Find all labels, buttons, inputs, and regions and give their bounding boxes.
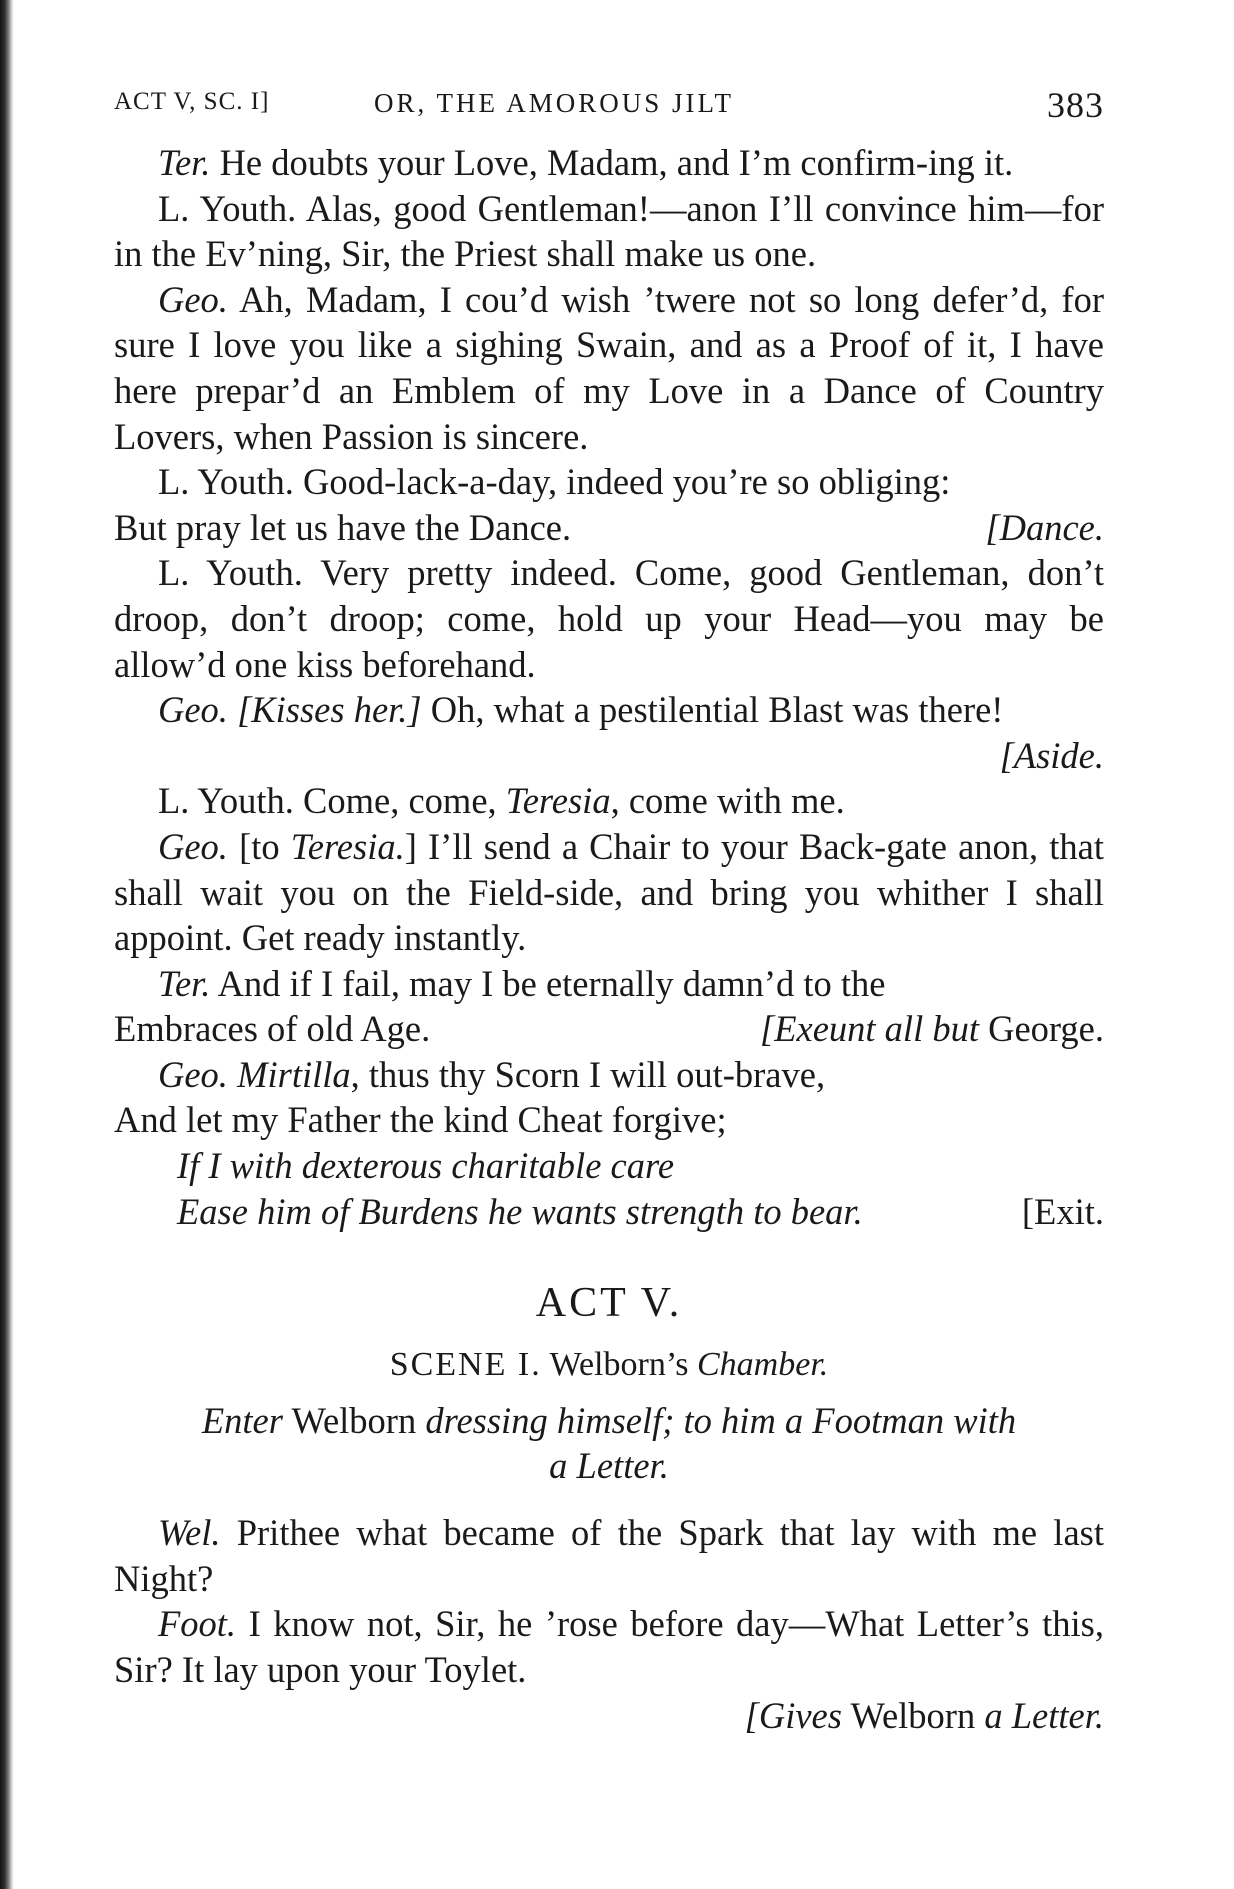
- act-heading: ACT V.: [535, 1280, 683, 1327]
- speaker-name: Ter.: [158, 962, 211, 1004]
- scene-location-name: Welborn’s: [549, 1346, 689, 1384]
- verse-text: If I with dexterous charitable care: [177, 1145, 675, 1187]
- speech-text: Good-lack-a-day, indeed you’re so obliging:: [303, 461, 951, 503]
- speech-line: [114, 505, 1104, 551]
- speech-text: Prithee what became of the Spark that lay with me last Night?: [114, 1512, 1104, 1599]
- enter-word: Enter: [201, 1400, 283, 1442]
- character-name: Teresia: [505, 780, 611, 822]
- stage-direction-line: [114, 733, 1104, 779]
- book-page: [114, 84, 1104, 1738]
- speech: [114, 778, 1104, 824]
- stage-direction: [Aside.: [999, 734, 1104, 776]
- speech: [114, 824, 1104, 961]
- verse-line: [114, 1052, 1104, 1098]
- speaker-name: L. Youth.: [158, 187, 297, 229]
- speech-text: Ah, Madam, I cou’d wish ’twere not so long defer’d, for sure I love you like a sighing Swain, and as a Proof of it, I have here prepar’d an Emblem of my Love in a Dance of Country Lovers, when Passion is sincere.: [114, 278, 1104, 457]
- scene-location: Chamber.: [697, 1346, 829, 1384]
- stage-text: a Letter.: [549, 1445, 669, 1487]
- speech-text: Come, come,: [303, 780, 497, 822]
- speaker-name: Geo.: [158, 825, 228, 867]
- verse-line: [114, 1189, 1104, 1235]
- speech: [114, 140, 1104, 186]
- running-header: [114, 84, 1104, 140]
- verse-line: [114, 1143, 1104, 1189]
- speech-text: Embraces of old Age.: [114, 1008, 431, 1050]
- stage-direction: [Gives: [744, 1694, 842, 1736]
- scene-heading: [114, 1338, 1104, 1392]
- character-name: Mirtilla: [237, 1053, 351, 1095]
- speech: [114, 687, 1104, 733]
- stage-text: dressing himself; to him a Footman with: [425, 1400, 1017, 1442]
- character-name: Welborn: [850, 1694, 976, 1736]
- speech: [114, 459, 1104, 505]
- stage-direction: [Exeunt all but George.: [760, 1008, 1104, 1050]
- scene-label: SCENE I.: [389, 1346, 542, 1384]
- header-act-scene: ACT V, SC. I]: [114, 88, 270, 115]
- speaker-name: Geo.: [158, 689, 228, 731]
- speaker-name: Geo.: [158, 278, 228, 320]
- speech: [114, 550, 1104, 687]
- verse-text: And let my Father the kind Cheat forgive;: [114, 1099, 727, 1141]
- character-name: Welborn: [291, 1400, 417, 1442]
- speech: [114, 1510, 1104, 1601]
- speech-text: But pray let us have the Dance.: [114, 506, 572, 548]
- speech-text: I’ll send a Chair to your Back-gate anon, that shall wait you on the Field-side, and bring you whither I shall appoint. Get ready instantly.: [114, 825, 1105, 959]
- stage-direction: [Dance.: [985, 506, 1104, 548]
- verse-line: [114, 1097, 1104, 1143]
- speaker-name: Ter.: [158, 142, 211, 183]
- page-number: 383: [1047, 85, 1104, 125]
- direction-bracket: ]: [404, 825, 417, 867]
- speech: [114, 186, 1104, 277]
- play-text: [114, 140, 1104, 1738]
- verse-text: , thus thy Scorn I will out-brave,: [350, 1053, 826, 1095]
- speaker-name: L. Youth.: [158, 461, 294, 503]
- stage-direction-block: [114, 1398, 1104, 1488]
- speech-text: And if I fail, may I be eternally damn’d to the: [217, 962, 886, 1004]
- speech-text: He doubts your Love, Madam, and I’m confirm-ing it.: [219, 142, 1014, 183]
- speech: [114, 961, 1104, 1007]
- speaker-name: Geo.: [158, 1053, 228, 1095]
- stage-direction: [Exit.: [1021, 1190, 1104, 1232]
- spacer: [114, 1488, 1104, 1510]
- character-name: Teresia.: [290, 825, 405, 867]
- speech-text: Oh, what a pestilential Blast was there!: [430, 689, 1004, 731]
- speech: [114, 277, 1104, 459]
- direction-bracket: [to: [239, 825, 280, 867]
- speech-text: Very pretty indeed. Come, good Gentleman, don’t droop, don’t droop; come, hold up your Head—you may be allow’d one kiss beforehand.: [114, 552, 1104, 685]
- verse-text: Ease him of Burdens he wants strength to bear.: [177, 1190, 863, 1232]
- speech-line: [114, 1006, 1104, 1052]
- aside-direction: [Kisses her.]: [237, 689, 422, 731]
- stage-direction: a Letter.: [984, 1694, 1104, 1736]
- speaker-name: Foot.: [158, 1603, 237, 1645]
- speaker-name: L. Youth.: [158, 552, 303, 594]
- speaker-name: L. Youth.: [158, 780, 294, 822]
- speech: [114, 1601, 1104, 1692]
- speech-text: Alas, good Gentleman!—anon I’ll convince him—for in the Ev’ning, Sir, the Priest shall make us one.: [114, 187, 1104, 275]
- header-title: OR, THE AMOROUS JILT: [374, 88, 735, 118]
- page-binding-edge: [0, 0, 14, 1889]
- speaker-name: Wel.: [158, 1512, 221, 1554]
- stage-direction-line: [114, 1693, 1104, 1739]
- speech-text: I know not, Sir, he ’rose before day—What Letter’s this, Sir? It lay upon your Toylet.: [114, 1603, 1104, 1691]
- speech-text: , come with me.: [610, 780, 845, 822]
